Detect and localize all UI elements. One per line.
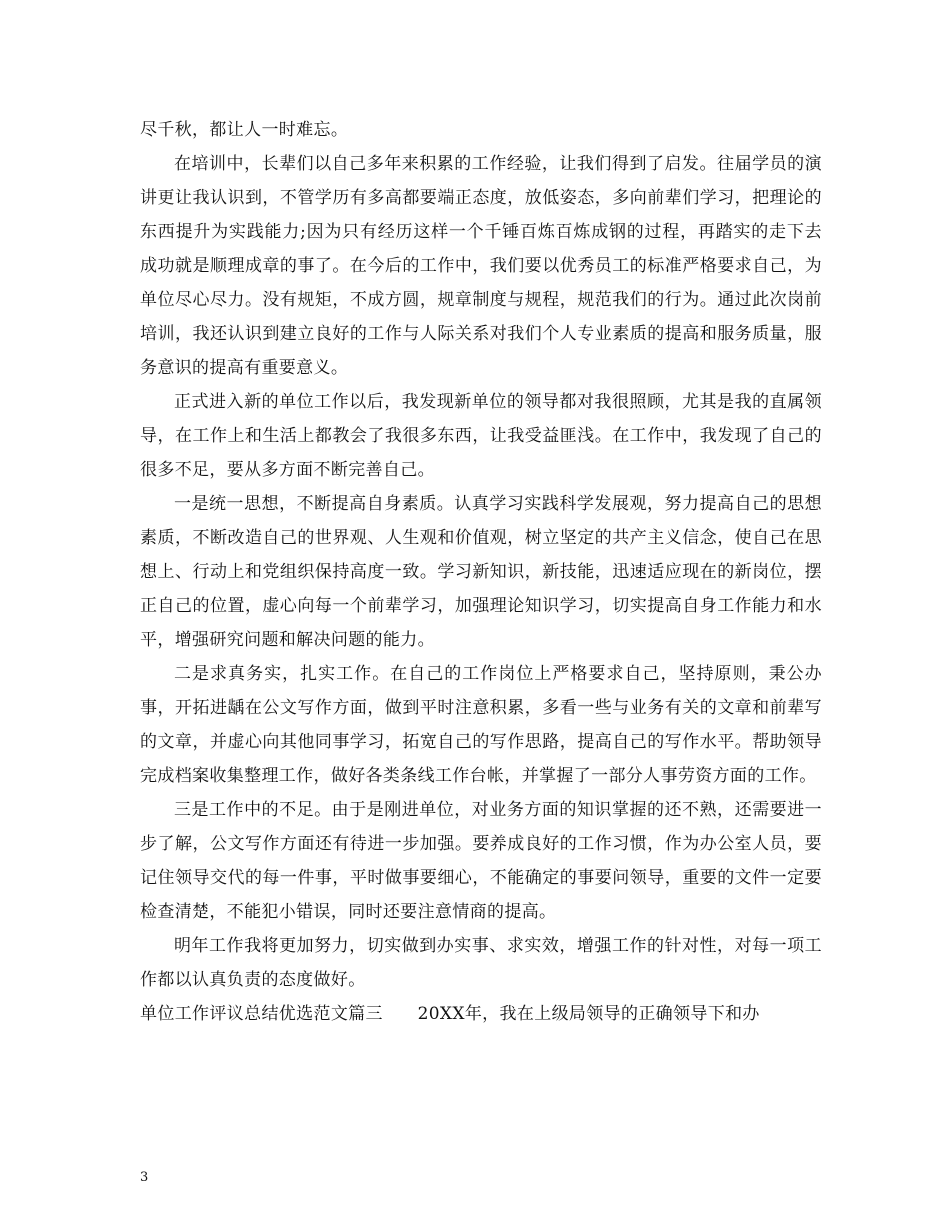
paragraph-4: 一是统一思想，不断提高自身素质。认真学习实践科学发展观，努力提高自己的思想素质，不断改造自己的世界观、人生观和价值观，树立坚定的共产主义信念，使自己在思想上、行动上和党组织保持高度一致。学习新知识，新技能，迅速适应现在的新岗位，摆正自己的位置，虚心向每一个前辈学习，加强理论知识学习，切实提高自身工作能力和水平，增强研究问题和解决问题的能力。 [140, 494, 822, 650]
document-body [140, 113, 822, 1031]
paragraph-3: 正式进入新的单位工作以后，我发现新单位的领导都对我很照顾，尤其是我的直属领导，在工作上和生活上都教会了我很多东西，让我受益匪浅。在工作中，我发现了自己的很多不足，要从多方面不断完善自己。 [140, 392, 822, 480]
paragraph-6: 三是工作中的不足。由于是刚进单位，对业务方面的知识掌握的还不熟，还需要进一步了解，公文写作方面还有待进一步加强。要养成良好的工作习惯，作为办公室人员，要记住领导交代的每一件事，平时做事要细心，不能确定的事要问领导，重要的文件一定要检查清楚，不能犯小错误，同时还要注意情商的提高。 [140, 800, 822, 922]
paragraph-1: 尽千秋，都让人一时难忘。 [140, 120, 349, 140]
paragraph-2: 在培训中，长辈们以自己多年来积累的工作经验，让我们得到了启发。往届学员的演讲更让我认识到，不管学历有多高都要端正态度，放低姿态，多向前辈们学习，把理论的东西提升为实践能力;因为只有经历这样一个千锤百炼百炼成钢的过程，再踏实的走下去成功就是顺理成章的事了。在今后的工作中，我们要以优秀员工的标准严格要求自己，为单位尽心尽力。没有规矩，不成方圆，规章制度与规程，规范我们的行为。通过此次岗前培训，我还认识到建立良好的工作与人际关系对我们个人专业素质的提高和服务质量，服务意识的提高有重要意义。 [140, 154, 822, 378]
section-heading-line: 单位工作评议总结优选范文篇三 20XX年，我在上级局领导的正确领导下和办 [140, 1004, 760, 1024]
paragraph-7: 明年工作我将更加努力，切实做到办实事、求实效，增强工作的针对性，对每一项工作都以认真负责的态度做好。 [140, 936, 822, 990]
page-number: 3 [140, 1170, 149, 1185]
paragraph-5: 二是求真务实，扎实工作。在自己的工作岗位上严格要求自己，坚持原则，秉公办事，开拓进龋在公文写作方面，做到平时注意积累，多看一些与业务有关的文章和前辈写的文章，并虚心向其他同事学习，拓宽自己的写作思路，提高自己的写作水平。帮助领导完成档案收集整理工作，做好各类条线工作台帐，并掌握了一部分人事劳资方面的工作。 [140, 664, 822, 786]
